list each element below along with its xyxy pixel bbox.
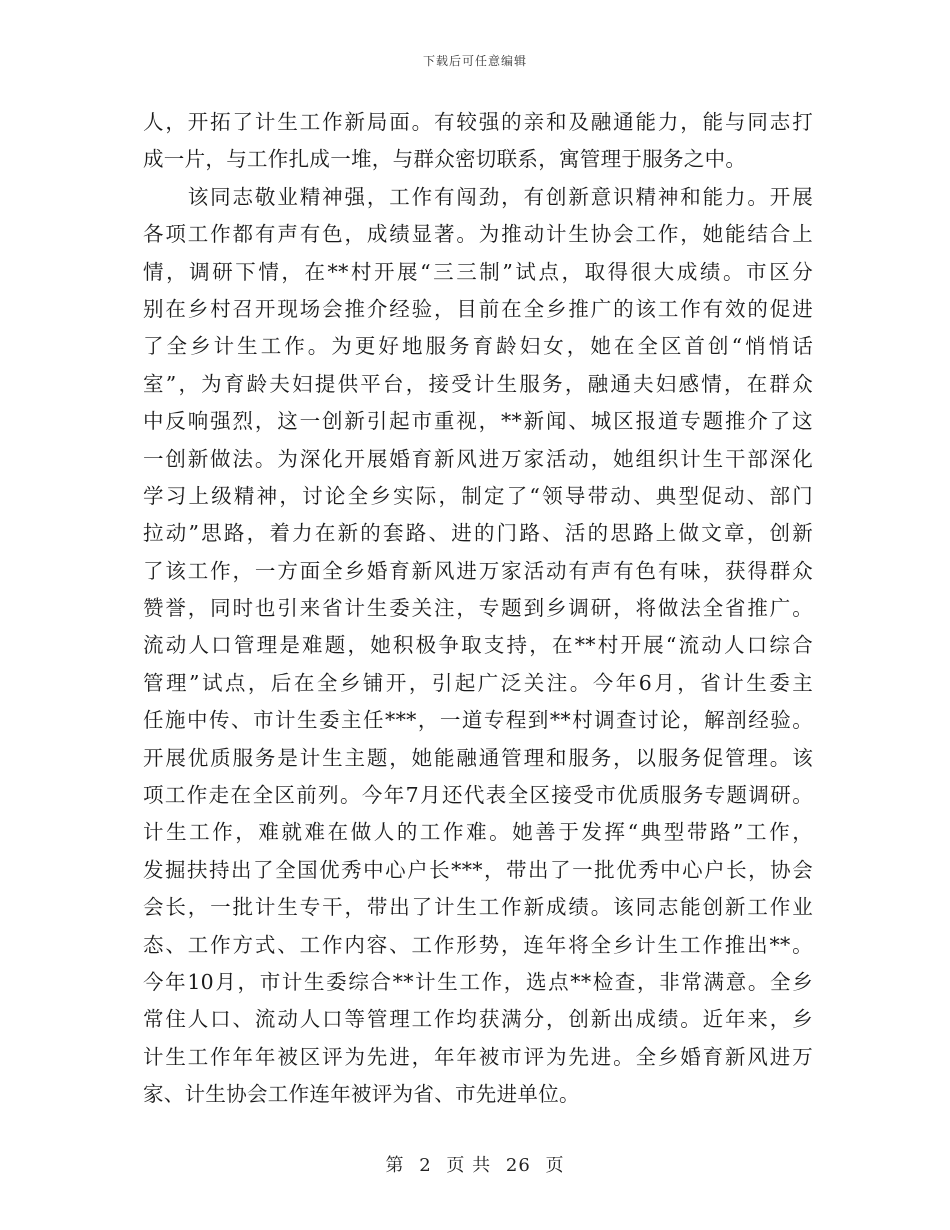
page-footer <box>0 1151 950 1177</box>
page-number: 2 <box>419 1155 432 1176</box>
text-line: 中反响强烈，这一创新引起市重视，**新闻、城区报道专题推介了这 <box>143 409 813 434</box>
text-line: 赞誉，同时也引来省计生委关注，专题到乡调研，将做法全省推广。 <box>143 596 813 621</box>
text-line: 管理”试点，后在全乡铺开，引起广泛关注。今年6月，省计生委主 <box>143 670 813 695</box>
body-text <box>143 104 813 1114</box>
text-line: 拉动”思路，着力在新的套路、进的门路、活的思路上做文章，创新 <box>143 521 813 546</box>
footer-suffix: 页 <box>545 1155 565 1176</box>
text-line: 发掘扶持出了全国优秀中心户长***，带出了一批优秀中心户长，协会 <box>143 857 813 882</box>
text-line: 会长，一批计生专干，带出了计生工作新成绩。该同志能创新工作业 <box>143 895 813 920</box>
text-line: 各项工作都有声有色，成绩显著。为推动计生协会工作，她能结合上 <box>143 222 813 247</box>
page-header: 下载后可任意编辑 <box>422 54 527 68</box>
text-line: 该同志敬业精神强，工作有闯劲，有创新意识精神和能力。开展 <box>143 184 813 209</box>
text-line: 别在乡村召开现场会推介经验，目前在全乡推广的该工作有效的促进 <box>143 296 813 321</box>
text-line: 今年10月，市计生委综合**计生工作，选点**检查，非常满意。全乡 <box>143 969 813 994</box>
text-line: 态、工作方式、工作内容、工作形势，连年将全乡计生工作推出**。 <box>143 932 813 957</box>
text-line: 室”，为育龄夫妇提供平台，接受计生服务，融通夫妇感情，在群众 <box>143 371 813 396</box>
text-line: 常住人口、流动人口等管理工作均获满分，创新出成绩。近年来，乡 <box>143 1007 813 1032</box>
text-line: 流动人口管理是难题，她积极争取支持，在**村开展“流动人口综合 <box>143 633 813 658</box>
text-line: 计生工作，难就难在做人的工作难。她善于发挥“典型带路”工作， <box>143 820 813 845</box>
footer-prefix: 第 <box>385 1155 405 1176</box>
text-line: 学习上级精神，讨论全乡实际，制定了“领导带动、典型促动、部门 <box>143 483 813 508</box>
text-line: 情，调研下情，在**村开展“三三制”试点，取得很大成绩。市区分 <box>143 259 813 284</box>
text-line: 开展优质服务是计生主题，她能融通管理和服务，以服务促管理。该 <box>143 745 813 770</box>
text-line: 一创新做法。为深化开展婚育新风进万家活动，她组织计生干部深化 <box>143 446 813 471</box>
text-line: 项工作走在全区前列。今年7月还代表全区接受市优质服务专题调研。 <box>143 783 813 808</box>
text-line: 人，开拓了计生工作新局面。有较强的亲和及融通能力，能与同志打 <box>143 110 813 134</box>
text-line: 任施中传、市计生委主任***，一道专程到**村调查讨论，解剖经验。 <box>143 708 813 733</box>
text-line: 了该工作，一方面全乡婚育新风进万家活动有声有色有味，获得群众 <box>143 558 813 583</box>
footer-middle: 页 共 <box>446 1155 492 1176</box>
text-line: 成一片，与工作扎成一堆，与群众密切联系，寓管理于服务之中。 <box>143 147 747 172</box>
text-line: 计生工作年年被区评为先进，年年被市评为先进。全乡婚育新风进万 <box>143 1044 813 1069</box>
page-total: 26 <box>505 1155 531 1176</box>
text-line: 了全乡计生工作。为更好地服务育龄妇女，她在全区首创“悄悄话 <box>143 334 813 359</box>
text-line: 家、计生协会工作连年被评为省、市先进单位。 <box>143 1082 580 1107</box>
